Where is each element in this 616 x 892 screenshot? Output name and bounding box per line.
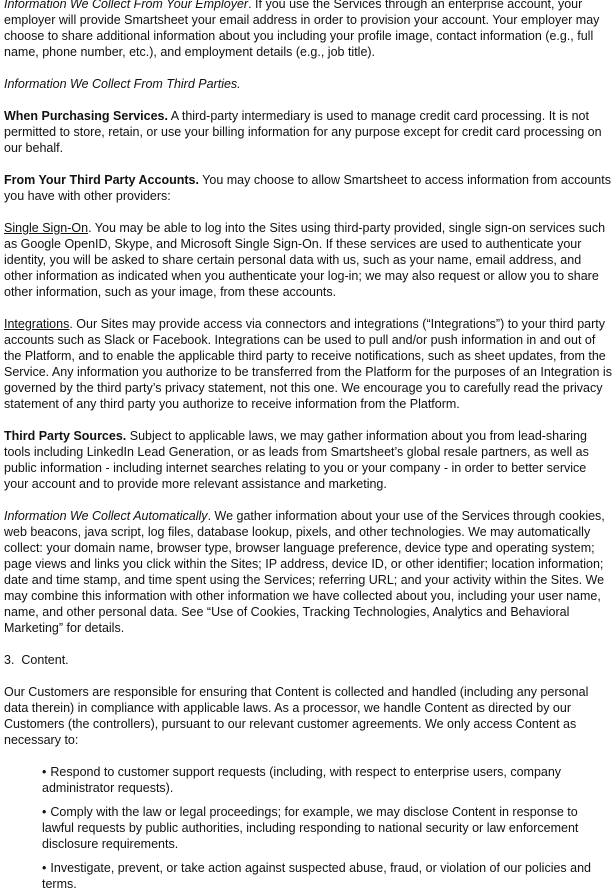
automatic-paragraph (4, 508, 612, 636)
purchasing-paragraph (4, 108, 612, 156)
purchasing-text: A third-party intermediary is used to manage credit card processing. It is not permitted to store, retain, or use your billing information for any purpose except for credit card processing on our behalf. (4, 109, 602, 155)
content-bullet-list (4, 764, 612, 892)
accounts-text: You may choose to allow Smartsheet to access information from accounts you have with other providers: (4, 173, 611, 203)
accounts-paragraph (4, 172, 612, 204)
content-section-heading (4, 652, 612, 668)
purchasing-heading: When Purchasing Services. (4, 109, 168, 123)
employer-text: . If you use the Services through an enterprise account, your employer will provide Smartsheet your email address in order to provision your account. Your employer may choose to share additional information about you including your profile image, contact information (e.g., full name, phone number, etc.), and employment details (e.g., job title). (4, 0, 600, 59)
sources-paragraph (4, 428, 612, 492)
list-item: • Comply with the law or legal proceedings; for example, we may disclose Content in response to lawful requests by public authorities, including responding to national security or law enforcement disclosure requirements. (42, 805, 579, 851)
automatic-text: . We gather information about your use of the Services through cookies, web beacons, java script, log files, database lookup, pixels, and other technologies. We may automatically collect: your domain name, browser type, browser language preference, device type and operating system; page views and links you click within the Sites; IP address, device ID, or other identifier; location information; date and time stamp, and time spent using the Services; referring URL; and your activity within the Sites. We may combine this information with other information we have collected about you, including your user name, name, and other personal data. See “Use of Cookies, Tracking Technologies, Analytics and Behavioral Marketing” for details. (4, 509, 605, 635)
integrations-heading: Integrations (4, 317, 70, 331)
bullet-icon: • (42, 765, 47, 779)
content-section-number: 3. (4, 653, 15, 667)
sso-paragraph (4, 220, 612, 300)
list-item: • Respond to customer support requests (including, with respect to enterprise users, company administrator requests). (42, 765, 562, 795)
employer-paragraph (4, 0, 612, 60)
sources-heading: Third Party Sources. (4, 429, 127, 443)
content-intro-paragraph (4, 684, 612, 748)
integrations-text: . Our Sites may provide access via connectors and integrations (“Integrations”) to your third party accounts such as Slack or Facebook. Integrations can be used to pull and/or push information in and out of the Platform, and to enable the applicable third party to receive notifications, such as sheet updates, from the Service. Any information you authorize to be transferred from the Platform for the purposes of an Integration is governed by the third party’s privacy statement, not this one. We encourage you to carefully read the privacy statement of any third party you authorize to receive information from the Platform. (4, 317, 612, 411)
third-parties-heading (4, 76, 612, 92)
accounts-heading: From Your Third Party Accounts. (4, 173, 199, 187)
bullet-icon: • (42, 861, 47, 875)
content-intro-text: Our Customers are responsible for ensuring that Content is collected and handled (including any personal data therein) in compliance with applicable laws. As a processor, we handle Content as directed by our Customers (the controllers), pursuant to our relevant customer agreements. We only access Content as necessary to: (4, 685, 589, 747)
automatic-heading: Information We Collect Automatically (4, 509, 208, 523)
integrations-paragraph (4, 316, 612, 412)
sso-heading: Single Sign-On (4, 221, 89, 235)
list-item: • Investigate, prevent, or take action against suspected abuse, fraud, or violation of our policies and terms. (42, 861, 591, 891)
bullet-icon: • (42, 805, 47, 819)
employer-heading: Information We Collect From Your Employer (4, 0, 249, 11)
sso-text: . You may be able to log into the Sites using third-party provided, single sign-on services such as Google OpenID, Skype, and Microsoft Single Sign-On. If these services are used to authenticate your identity, you will be asked to share certain personal data with us, such as your name, email address, and other information as indicated when you authenticate your log-in; we may also request or allow you to share other information, such as your image, from these accounts. (4, 221, 606, 299)
sources-text: Subject to applicable laws, we may gather information about you from lead-sharing tools including LinkedIn Lead Generation, or as leads from Smartsheet’s global resale partners, as well as public information - including internet searches relating to you or your company - in order to better service your account and to provide more relevant assistance and marketing. (4, 429, 589, 491)
content-section-title: Content. (21, 653, 69, 667)
third-parties-heading-text: Information We Collect From Third Parties. (4, 77, 241, 91)
